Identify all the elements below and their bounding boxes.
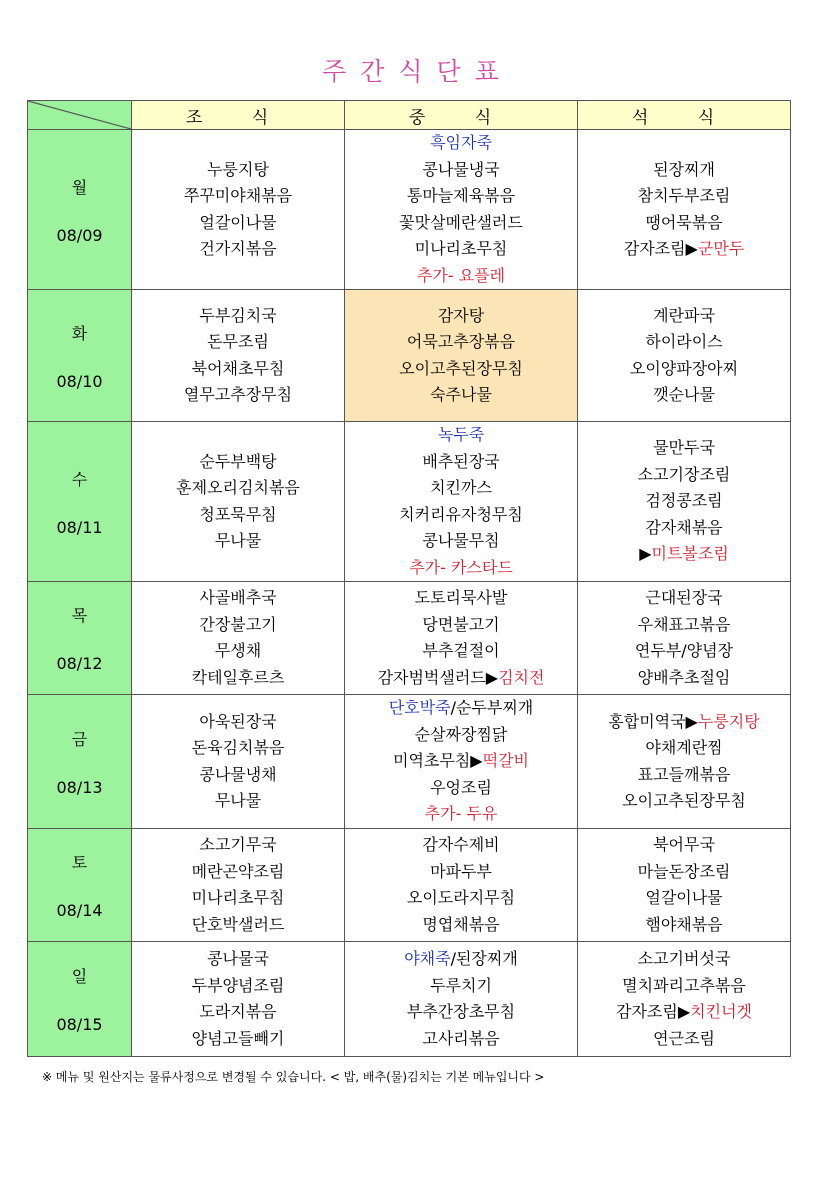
- menu-item-text: 미나리초무침: [414, 239, 508, 258]
- menu-item: [345, 801, 577, 828]
- menu-item: [132, 528, 344, 555]
- menu-item: [132, 638, 344, 665]
- weekly-menu-table: [27, 100, 791, 1057]
- menu-item-text: 추가- 두유: [424, 804, 498, 824]
- menu-item-text: 순두부백탕: [199, 451, 277, 471]
- menu-item-text: 양배추초절임: [637, 667, 731, 687]
- menu-item-text: 돈무조림: [207, 332, 269, 351]
- menu-item-text: 마늘돈장조림: [637, 861, 731, 881]
- menu-item: [345, 695, 577, 722]
- menu-item: [132, 912, 344, 939]
- menu-item-text: 흑임자죽: [430, 133, 492, 152]
- menu-item-text: 추가- 카스타드: [409, 557, 513, 577]
- menu-item-text: 물만두국: [653, 438, 715, 458]
- breakfast-cell: [132, 695, 345, 829]
- menu-item-text: 사골배추국: [199, 588, 277, 607]
- menu-item-text: 하이라이스: [645, 332, 723, 351]
- dinner-cell: [578, 829, 791, 942]
- menu-item-text: 콩나물국: [207, 949, 269, 968]
- menu-item: [345, 722, 577, 749]
- menu-item: [345, 130, 577, 157]
- menu-item: [578, 183, 790, 210]
- day-name: 수: [71, 469, 88, 489]
- menu-item: [345, 638, 577, 665]
- menu-item: [345, 832, 577, 859]
- menu-item-text: ▶: [639, 544, 652, 564]
- menu-item-text: 청포묵무침: [199, 504, 277, 524]
- menu-item-text: 콩나물냉채: [199, 764, 277, 784]
- menu-item-text: 오이도라지무침: [406, 888, 516, 907]
- lunch-cell: [345, 290, 578, 422]
- day-name: 화: [71, 323, 88, 343]
- menu-item-text: 북어채초무침: [191, 358, 285, 378]
- menu-item-text: 두부김치국: [199, 305, 277, 325]
- menu-item-text: 소고기무국: [199, 835, 277, 854]
- menu-item-text: 도토리묵사발: [414, 588, 508, 607]
- menu-item: [132, 709, 344, 736]
- menu-item: [132, 665, 344, 692]
- menu-item-text: 땡어묵볶음: [645, 212, 723, 232]
- menu-item-text: 칵테일후르츠: [191, 667, 285, 687]
- menu-item: [578, 859, 790, 886]
- menu-item-text: 된장찌개: [653, 159, 715, 179]
- dinner-cell: [578, 582, 791, 695]
- dinner-cell: [578, 290, 791, 422]
- menu-item-text: 감자수제비: [422, 835, 500, 854]
- day-cell: [28, 695, 132, 829]
- menu-item: [578, 541, 790, 568]
- menu-item: [345, 665, 577, 692]
- menu-item-text: 쭈꾸미야채볶음: [183, 186, 293, 205]
- day-date: 08/15: [56, 1015, 103, 1034]
- menu-item-text: 멸치꽈리고추볶음: [622, 975, 746, 995]
- day-row: [28, 942, 791, 1057]
- day-date: 08/09: [56, 225, 103, 245]
- menu-item-text: 군만두: [697, 239, 745, 258]
- menu-item-text: 오이고추된장무침: [622, 791, 746, 810]
- menu-item: [345, 183, 577, 210]
- menu-item: [345, 885, 577, 912]
- menu-item-text: 미나리초무침: [191, 888, 285, 907]
- menu-item-text: 무나물: [214, 531, 262, 550]
- menu-item-text: 명엽채볶음: [422, 914, 500, 934]
- menu-item-text: 간장불고기: [199, 614, 277, 634]
- menu-item: [132, 735, 344, 762]
- menu-item-text: 꽃맛살메란샐러드: [399, 212, 523, 232]
- page-title: 주간식단표: [322, 57, 513, 86]
- menu-item-text: 훈제오리김치볶음: [176, 478, 300, 497]
- menu-item: [132, 303, 344, 330]
- menu-item: [132, 612, 344, 639]
- day-row: [28, 422, 791, 582]
- menu-item-text: 북어무국: [653, 835, 715, 854]
- menu-item-text: 무나물: [214, 791, 262, 810]
- diagonal-line: [28, 101, 131, 129]
- menu-item: [578, 303, 790, 330]
- menu-item-text: 당면불고기: [422, 614, 500, 634]
- menu-item-text: 마파두부: [430, 861, 492, 881]
- menu-item: [578, 973, 790, 1000]
- corner-cell: [28, 101, 132, 130]
- day-name: 목: [71, 606, 88, 625]
- menu-item-text: 미역초무침▶: [393, 751, 483, 771]
- menu-item: [132, 1026, 344, 1053]
- day-row: [28, 582, 791, 695]
- menu-item: [578, 885, 790, 912]
- lunch-cell: [345, 422, 578, 582]
- menu-item-text: 근대된장국: [645, 588, 723, 607]
- menu-item-text: 우엉조림: [430, 777, 492, 797]
- menu-item-text: 계란파국: [653, 305, 715, 325]
- day-cell: [28, 290, 132, 422]
- menu-item: [578, 832, 790, 859]
- menu-item: [132, 946, 344, 973]
- menu-item-text: 오이양파장아찌: [629, 358, 739, 378]
- menu-item: [132, 585, 344, 612]
- menu-item-text: 홍합미역국▶: [608, 711, 698, 731]
- day-name: 금: [71, 729, 88, 749]
- menu-item-text: 돈육김치볶음: [191, 738, 285, 757]
- menu-item: [578, 999, 790, 1026]
- menu-item-text: 어묵고추장볶음: [406, 332, 516, 351]
- menu-item-text: 건가지볶음: [199, 239, 277, 258]
- menu-item-text: 누룽지탕: [697, 711, 760, 731]
- menu-item: [132, 762, 344, 789]
- dinner-cell: [578, 942, 791, 1057]
- day-date: 08/14: [56, 901, 103, 920]
- menu-item-text: 누룽지탕: [207, 159, 269, 179]
- menu-item: [578, 638, 790, 665]
- header-row: [28, 101, 791, 130]
- menu-item-text: 연근조림: [653, 1028, 715, 1048]
- breakfast-cell: [132, 582, 345, 695]
- menu-body: [28, 130, 791, 1057]
- menu-item: [132, 210, 344, 237]
- menu-item: [345, 612, 577, 639]
- menu-item-text: 깻순나물: [653, 385, 715, 404]
- menu-item-text: 소고기버섯국: [637, 949, 731, 968]
- breakfast-cell: [132, 130, 345, 290]
- day-date: 08/12: [56, 654, 103, 673]
- menu-item-text: 참치두부조림: [637, 186, 731, 205]
- menu-item: [345, 912, 577, 939]
- dinner-cell: [578, 422, 791, 582]
- menu-item: [578, 515, 790, 542]
- day-name: 토: [71, 853, 88, 872]
- menu-item: [132, 885, 344, 912]
- day-cell: [28, 130, 132, 290]
- menu-item: [132, 859, 344, 886]
- day-cell: [28, 942, 132, 1057]
- menu-item: [345, 775, 577, 802]
- menu-item: [578, 946, 790, 973]
- menu-item-text: 순살짜장찜닭: [414, 724, 508, 744]
- menu-item: [578, 912, 790, 939]
- menu-item: [132, 329, 344, 356]
- menu-item-text: 배추된장국: [422, 451, 500, 471]
- menu-item-text: 부추겉절이: [422, 641, 500, 660]
- menu-item-text: 도라지볶음: [199, 1002, 277, 1021]
- lunch-cell: [345, 582, 578, 695]
- menu-item: [578, 788, 790, 815]
- day-row: [28, 695, 791, 829]
- menu-item: [345, 973, 577, 1000]
- menu-item-text: 치킨너겟: [690, 1002, 752, 1021]
- header-dinner: 석 식: [578, 101, 791, 130]
- menu-item: [132, 788, 344, 815]
- menu-item: [578, 612, 790, 639]
- day-date: 08/13: [56, 777, 103, 797]
- dinner-cell: [578, 130, 791, 290]
- menu-item-text: 녹두죽: [437, 425, 485, 444]
- lunch-cell: [345, 942, 578, 1057]
- menu-item-text: 두루치기: [430, 975, 492, 995]
- breakfast-cell: [132, 422, 345, 582]
- menu-item: [345, 303, 577, 330]
- menu-item-text: 야채죽: [404, 949, 451, 968]
- day-date: 08/10: [56, 371, 103, 391]
- menu-item: [132, 502, 344, 529]
- menu-item: [345, 859, 577, 886]
- day-cell: [28, 829, 132, 942]
- day-row: [28, 829, 791, 942]
- menu-item: [345, 263, 577, 290]
- menu-item-text: 야채계란찜: [645, 738, 723, 757]
- menu-item-text: /된장찌개: [450, 949, 518, 968]
- menu-item-text: 숙주나물: [430, 385, 492, 404]
- menu-item: [345, 555, 577, 582]
- menu-item-text: 콩나물무침: [422, 531, 500, 550]
- menu-item-text: 단호박죽: [388, 698, 451, 718]
- lunch-cell: [345, 130, 578, 290]
- menu-item-text: 치킨까스: [430, 478, 492, 497]
- menu-item: [345, 329, 577, 356]
- menu-item: [578, 585, 790, 612]
- menu-item: [345, 748, 577, 775]
- day-row: [28, 130, 791, 290]
- menu-item-text: 검정콩조림: [645, 491, 723, 511]
- menu-item-text: 감자범벅샐러드▶: [377, 667, 499, 687]
- day-date: 08/11: [56, 517, 103, 537]
- menu-item: [578, 488, 790, 515]
- menu-item-text: 표고들깨볶음: [637, 764, 731, 784]
- menu-item: [345, 157, 577, 184]
- menu-item: [345, 210, 577, 237]
- menu-item: [132, 449, 344, 476]
- menu-item: [132, 475, 344, 502]
- footnote: ※ 메뉴 및 원산지는 물류사정으로 변경될 수 있습니다. < 밥, 배추(물)김치는 기본 메뉴입니다 >: [42, 1070, 545, 1084]
- day-name: 월: [71, 177, 88, 197]
- menu-item: [578, 382, 790, 409]
- menu-item: [132, 236, 344, 263]
- menu-item-text: 미트볼조림: [651, 544, 729, 564]
- menu-item: [132, 183, 344, 210]
- menu-item-text: 감자조림▶: [616, 1002, 691, 1021]
- menu-item-text: 오이고추된장무침: [399, 358, 523, 378]
- menu-item-text: 양념고들빼기: [191, 1028, 285, 1048]
- menu-item: [345, 236, 577, 263]
- menu-item-text: 고사리볶음: [422, 1028, 500, 1048]
- menu-item-text: 김치전: [498, 667, 545, 687]
- breakfast-cell: [132, 290, 345, 422]
- menu-item: [345, 422, 577, 449]
- menu-item: [345, 1026, 577, 1053]
- menu-item: [132, 832, 344, 859]
- menu-item: [132, 157, 344, 184]
- day-cell: [28, 582, 132, 695]
- menu-item-text: 우채표고볶음: [637, 614, 731, 634]
- menu-item: [578, 762, 790, 789]
- menu-item-text: 메란곤약조림: [191, 861, 285, 881]
- menu-item: [578, 157, 790, 184]
- menu-item: [345, 585, 577, 612]
- menu-item-text: 추가- 요플레: [416, 265, 506, 285]
- lunch-cell: [345, 829, 578, 942]
- menu-item-text: 떡갈비: [482, 751, 529, 771]
- header-lunch: 중 식: [345, 101, 578, 130]
- menu-item: [132, 356, 344, 383]
- menu-item: [578, 1026, 790, 1053]
- breakfast-cell: [132, 942, 345, 1057]
- menu-item: [578, 709, 790, 736]
- menu-item: [578, 210, 790, 237]
- menu-item-text: 소고기장조림: [637, 464, 731, 484]
- breakfast-cell: [132, 829, 345, 942]
- menu-item: [578, 735, 790, 762]
- menu-item-text: /순두부찌개: [450, 698, 534, 718]
- menu-item-text: 무생채: [214, 641, 262, 660]
- menu-item-text: 두부양념조림: [191, 975, 285, 995]
- menu-item: [345, 946, 577, 973]
- menu-item: [345, 382, 577, 409]
- menu-item: [132, 999, 344, 1026]
- menu-item-text: 얼갈이나물: [199, 212, 277, 232]
- day-cell: [28, 422, 132, 582]
- menu-item: [345, 356, 577, 383]
- menu-item: [345, 528, 577, 555]
- menu-item: [578, 462, 790, 489]
- menu-item: [578, 356, 790, 383]
- menu-item: [345, 999, 577, 1026]
- menu-item-text: 연두부/양념장: [634, 641, 734, 660]
- header-breakfast: 조 식: [132, 101, 345, 130]
- menu-item: [578, 329, 790, 356]
- dinner-cell: [578, 695, 791, 829]
- menu-item-text: 통마늘제육볶음: [406, 186, 516, 205]
- lunch-cell: [345, 695, 578, 829]
- menu-item-text: 얼갈이나물: [645, 888, 723, 907]
- menu-item-text: 단호박샐러드: [191, 914, 285, 934]
- menu-item: [345, 502, 577, 529]
- menu-item-text: 치커리유자청무침: [399, 504, 523, 524]
- menu-item-text: 감자채볶음: [645, 517, 723, 537]
- menu-item-text: 열무고추장무침: [183, 385, 293, 404]
- menu-item: [345, 475, 577, 502]
- menu-item-text: 감자조림▶: [623, 239, 698, 258]
- menu-item: [132, 973, 344, 1000]
- menu-item-text: 콩나물냉국: [422, 159, 500, 179]
- menu-item-text: 아욱된장국: [199, 711, 277, 731]
- menu-item: [345, 449, 577, 476]
- menu-item-text: 부추간장초무침: [406, 1002, 516, 1021]
- menu-item: [132, 382, 344, 409]
- menu-item: [578, 665, 790, 692]
- day-row: [28, 290, 791, 422]
- menu-item-text: 감자탕: [437, 305, 485, 325]
- menu-item: [578, 435, 790, 462]
- menu-item: [578, 236, 790, 263]
- day-name: 일: [71, 967, 88, 986]
- menu-item-text: 햄야채볶음: [645, 914, 723, 934]
